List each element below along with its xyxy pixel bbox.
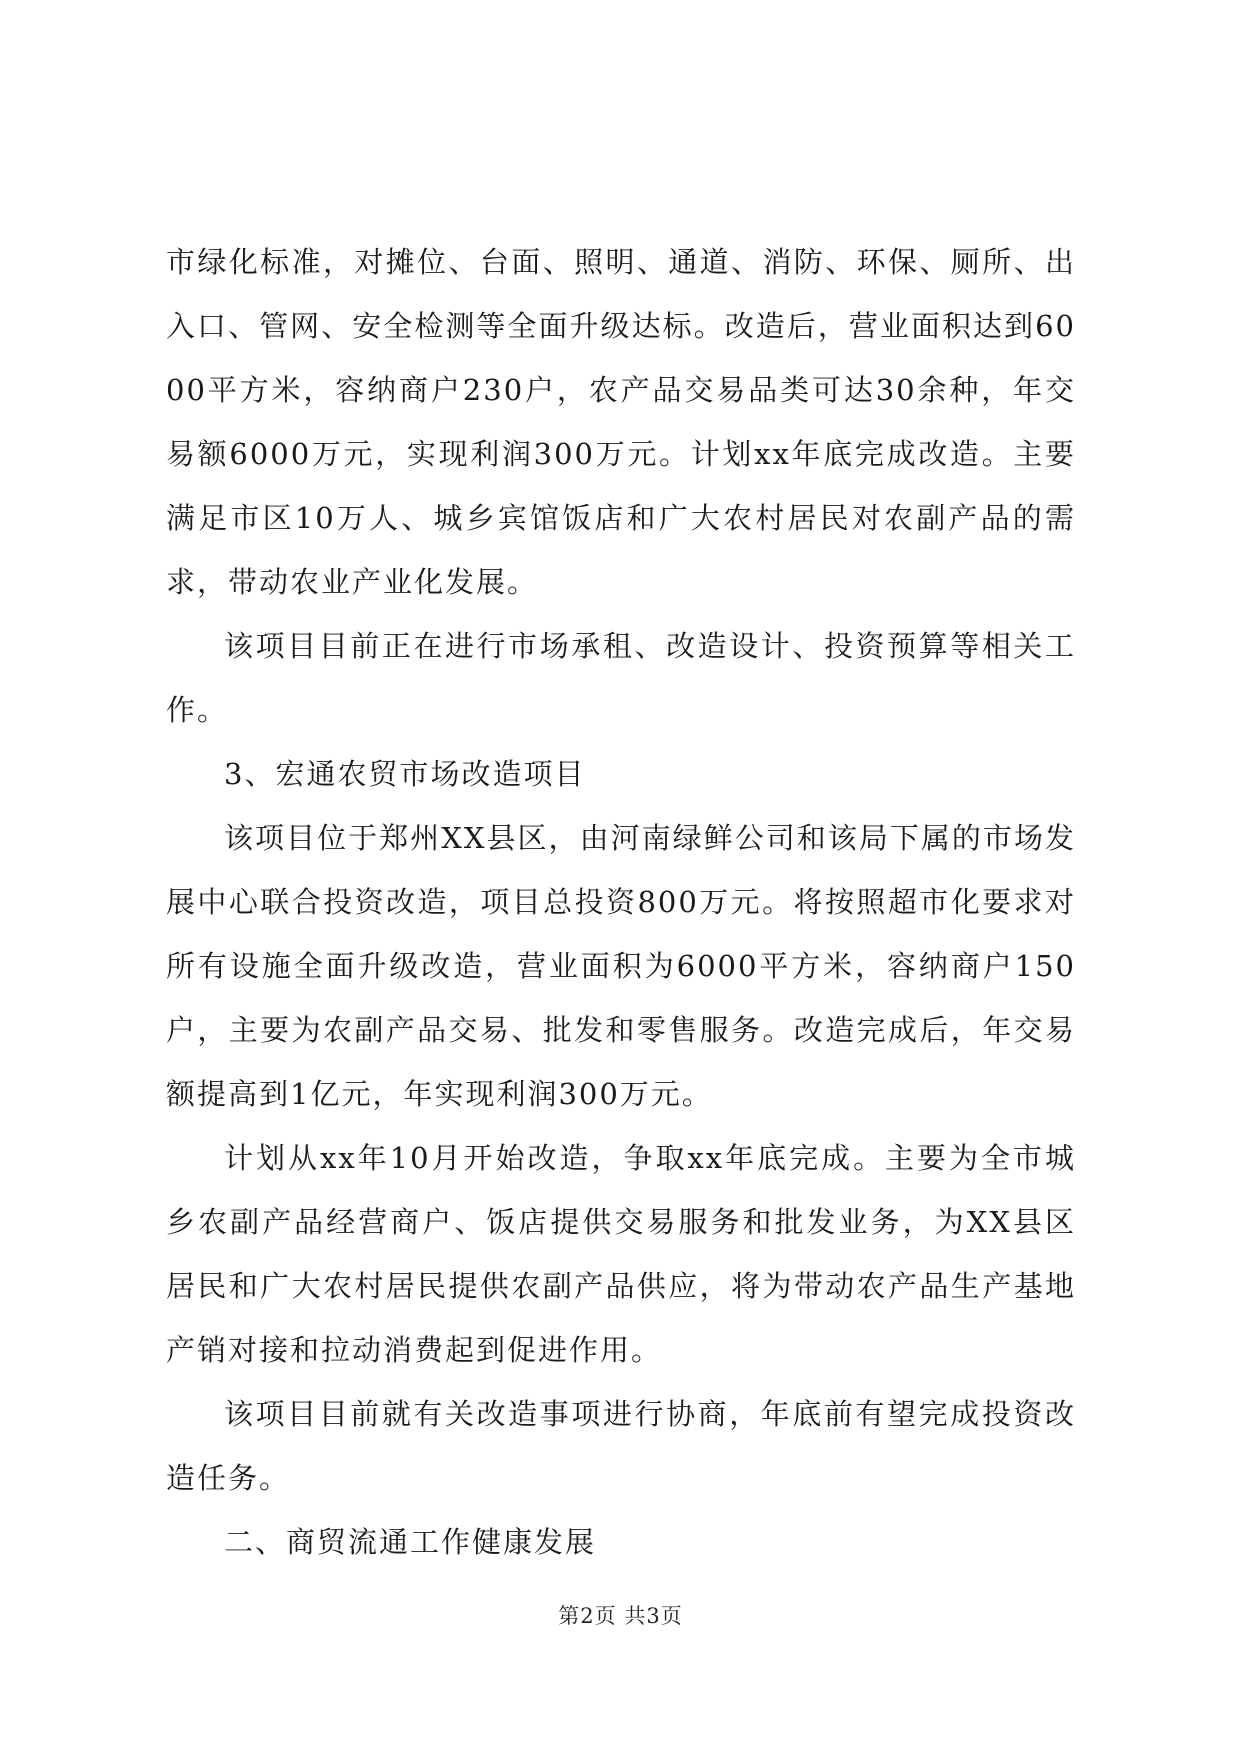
section-heading-hongtong: 3、宏通农贸市场改造项目 <box>224 757 586 791</box>
paragraph-hongtong-status: 该项目目前就有关改造事项进行协商，年底前有望完成投资改造任务。 <box>166 1397 1076 1495</box>
paragraph-hongtong-overview: 该项目位于郑州XX县区，由河南绿鲜公司和该局下属的市场发展中心联合投资改造，项目总投资800万元。将按照超市化要求对所有设施全面升级改造，营业面积为6000平方米，容纳商户150户，主要为农副产品交易、批发和零售服务。改造完成后，年交易额提高到1亿元，年实现利润300万元。 <box>166 821 1076 1111</box>
paragraph-continuation: 市绿化标准，对摊位、台面、照明、通道、消防、环保、厕所、出入口、管网、安全检测等全面升级达标。改造后，营业面积达到6000平方米，容纳商户230户，农产品交易品类可达30余种，年交易额6000万元，实现利润300万元。计划xx年底完成改造。主要满足市区10万人、城乡宾馆饭店和广大农村居民对农副产品的需求，带动农业产业化发展。 <box>166 245 1076 599</box>
paragraph-project-status: 该项目目前正在进行市场承租、改造设计、投资预算等相关工作。 <box>166 629 1076 727</box>
body-text <box>166 230 1076 1574</box>
paragraph-hongtong-plan: 计划从xx年10月开始改造，争取xx年底完成。主要为全市城乡农副产品经营商户、饭店提供交易服务和批发业务，为XX县区居民和广大农村居民提供农副产品供应，将为带动农产品生产基地产销对接和拉动消费起到促进作用。 <box>166 1141 1076 1367</box>
section-heading-commerce: 二、商贸流通工作健康发展 <box>224 1525 597 1559</box>
page-footer: 第2页 共3页 <box>558 1604 683 1628</box>
